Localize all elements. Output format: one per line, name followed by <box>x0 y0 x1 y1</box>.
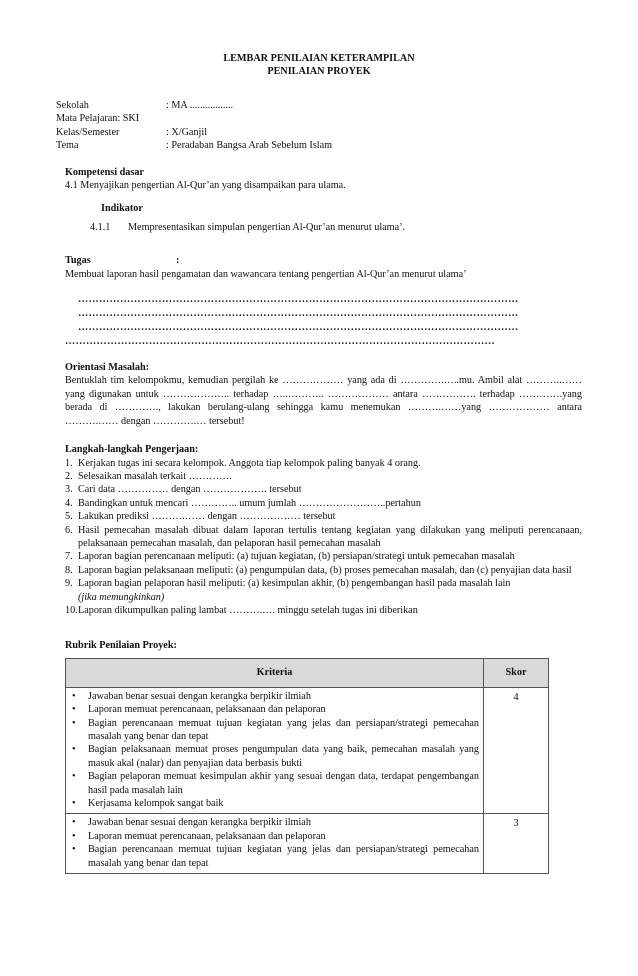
kriteria-cell <box>66 814 484 874</box>
bullet-icon: • <box>72 830 76 842</box>
list-item: • Kerjasama kelompok sangat baik <box>72 798 224 810</box>
answer-lines <box>65 293 582 349</box>
answer-line: ……………………………………………………………………………………………………………… <box>78 322 519 334</box>
tugas-section <box>65 254 582 349</box>
meta-label: Tema <box>56 140 79 152</box>
table-header-row <box>66 658 549 687</box>
tugas-colon: : <box>176 255 180 267</box>
meta-label: Sekolah <box>56 100 89 111</box>
list-item: 5. Lakukan prediksi ……….…… dengan ……………… tersebut <box>65 511 336 523</box>
orientasi-heading: Orientasi Masalah: <box>65 362 150 374</box>
meta-value: : X/Ganjil <box>166 126 208 138</box>
meta-value: : MA ................. <box>166 100 234 111</box>
list-item: 9. Laporan bagian pelaporan hasil meliputi: (a) kesimpulan akhir, (b) pengembangan hasil pada masalah lain (jika memungkinkan) <box>65 578 511 603</box>
answer-line: ……………………………………………………………………………………………………………… <box>78 308 519 320</box>
list-item: 7. Laporan bagian perencanaan meliputi: (a) tujuan kegiatan, (b) persiapan/strategi untuk pemecahan masalah <box>65 551 515 563</box>
bullet-icon: • <box>72 798 76 810</box>
langkah-heading: Langkah-langkah Pengerjaan: <box>65 444 199 456</box>
list-item: • Laporan memuat perencanaan, pelaksanaan dan pelaporan <box>72 704 326 716</box>
orientasi-text: Bentuklah tim kelompokmu, kemudian pergilah ke ……………… yang ada di ………….…..mu. Ambil alat ………..…… yang digunakan untuk ……………….. terhadap …..……….. ……………… antara ……………. terhadap ………….yang berada di …………., lakukan berulang-ulang sehingga kamu menemukan ……….……yang ……………… antara ……….…… dengan ………….… tersebut! <box>65 375 582 427</box>
tugas-text: Membuat laporan hasil pengamatan dan wawancara tentang pengertian Al-Qur’an menurut ulama’ <box>65 268 467 280</box>
list-item: • Bagian perencanaan memuat tujuan kegiatan yang jelas dan persiapan/strategi pemecahan masalah yang benar dan tepat <box>72 844 479 869</box>
list-item: • Bagian pelaksanaan memuat proses pengumpulan data yang baik, pemecahan masalah yang masuk akal (nalar) dan penyajian data berbasis bukti <box>72 744 479 769</box>
bullet-icon: • <box>72 817 76 829</box>
indikator-number: 4.1.1 <box>90 221 111 233</box>
orientasi-section <box>65 361 582 428</box>
bullet-icon: • <box>72 844 76 856</box>
bullet-icon: • <box>72 690 76 702</box>
list-item: 10. Laporan dikumpulkan paling lambat ……….…. minggu setelah tugas ini diberikan <box>65 604 418 616</box>
langkah-section <box>65 443 582 617</box>
rubrik-heading: Rubrik Penilaian Proyek: <box>65 640 177 652</box>
langkah-list <box>65 457 582 618</box>
bullet-icon: • <box>72 744 76 756</box>
indikator-section <box>90 202 582 234</box>
meta-row-kelas <box>56 126 582 139</box>
col-kriteria-header: Kriteria <box>66 658 484 687</box>
list-item: 8. Laporan bagian pelaksanaan meliputi: (a) pengumpulan data, (b) proses pemecahan masalah, dan (c) penyajian data hasil <box>65 564 572 576</box>
table-row <box>66 687 549 814</box>
title-line-2: PENILAIAN PROYEK <box>267 66 371 77</box>
meta-label: Mata Pelajaran: SKI <box>56 113 140 125</box>
list-item: • Jawaban benar sesuai dengan kerangka berpikir ilmiah <box>72 817 311 829</box>
meta-value: : Peradaban Bangsa Arab Sebelum Islam <box>166 140 333 152</box>
skor-cell: 3 <box>484 814 549 874</box>
answer-line: ……………………………………………………………………………………………………………… <box>78 294 519 306</box>
bullet-icon: • <box>72 771 76 783</box>
list-item: • Bagian pelaporan memuat kesimpulan akhir yang sesuai dengan data, terdapat pengembangan hasil pada masalah lain <box>72 771 479 796</box>
skor-cell: 4 <box>484 687 549 814</box>
table-row <box>66 814 549 874</box>
list-item: 3. Cari data …………… dengan ………………. tersebut <box>65 484 302 496</box>
list-item: 1. Kerjakan tugas ini secara kelompok. Anggota tiap kelompok paling banyak 4 orang. <box>65 457 421 469</box>
kriteria-cell <box>66 687 484 814</box>
meta-row-mapel <box>56 112 582 125</box>
identity-block <box>56 99 582 153</box>
bullet-icon: • <box>72 704 76 716</box>
list-item: 6. Hasil pemecahan masalah dibuat dalam laporan tertulis tentang kegiatan yang dilakukan yang meliputi perencanaan, pelaksanaan pemecahan masalah, dan pelaporan hasil pemecahan masalah <box>65 524 582 549</box>
bullet-icon: • <box>72 717 76 729</box>
kompetensi-heading: Kompetensi dasar <box>65 166 144 178</box>
list-item: • Jawaban benar sesuai dengan kerangka berpikir ilmiah <box>72 690 311 702</box>
list-item: 2. Selesaikan masalah terkait …………. <box>65 470 232 482</box>
document-title <box>56 52 582 78</box>
rubrik-table <box>65 658 549 874</box>
tugas-heading: Tugas <box>65 255 91 267</box>
answer-line: …………………………………………………………………………………………………………… <box>65 336 495 348</box>
indikator-text: Mempresentasikan simpulan pengertian Al-Qur’an menurut ulama’. <box>128 221 406 233</box>
meta-label: Kelas/Semester <box>56 126 120 138</box>
list-item: • Bagian perencanaan memuat tujuan kegiatan yang jelas dan persiapan/strategi pemecahan masalah yang benar dan tepat <box>72 717 479 742</box>
list-item: • Laporan memuat perencanaan, pelaksanaan dan pelaporan <box>72 830 326 842</box>
title-line-1: LEMBAR PENILAIAN KETERAMPILAN <box>223 53 415 64</box>
kompetensi-text: 4.1 Menyajikan pengertian Al-Qur’an yang disampaikan para ulama. <box>65 180 346 192</box>
indikator-heading: Indikator <box>101 203 143 215</box>
list-item: 4. Bandingkan untuk mencari ………….. umum jumlah ……………………..pertahun <box>65 497 421 509</box>
meta-row-tema <box>56 139 582 152</box>
kompetensi-section <box>65 166 582 193</box>
col-skor-header: Skor <box>484 658 549 687</box>
meta-row-sekolah <box>56 99 582 112</box>
